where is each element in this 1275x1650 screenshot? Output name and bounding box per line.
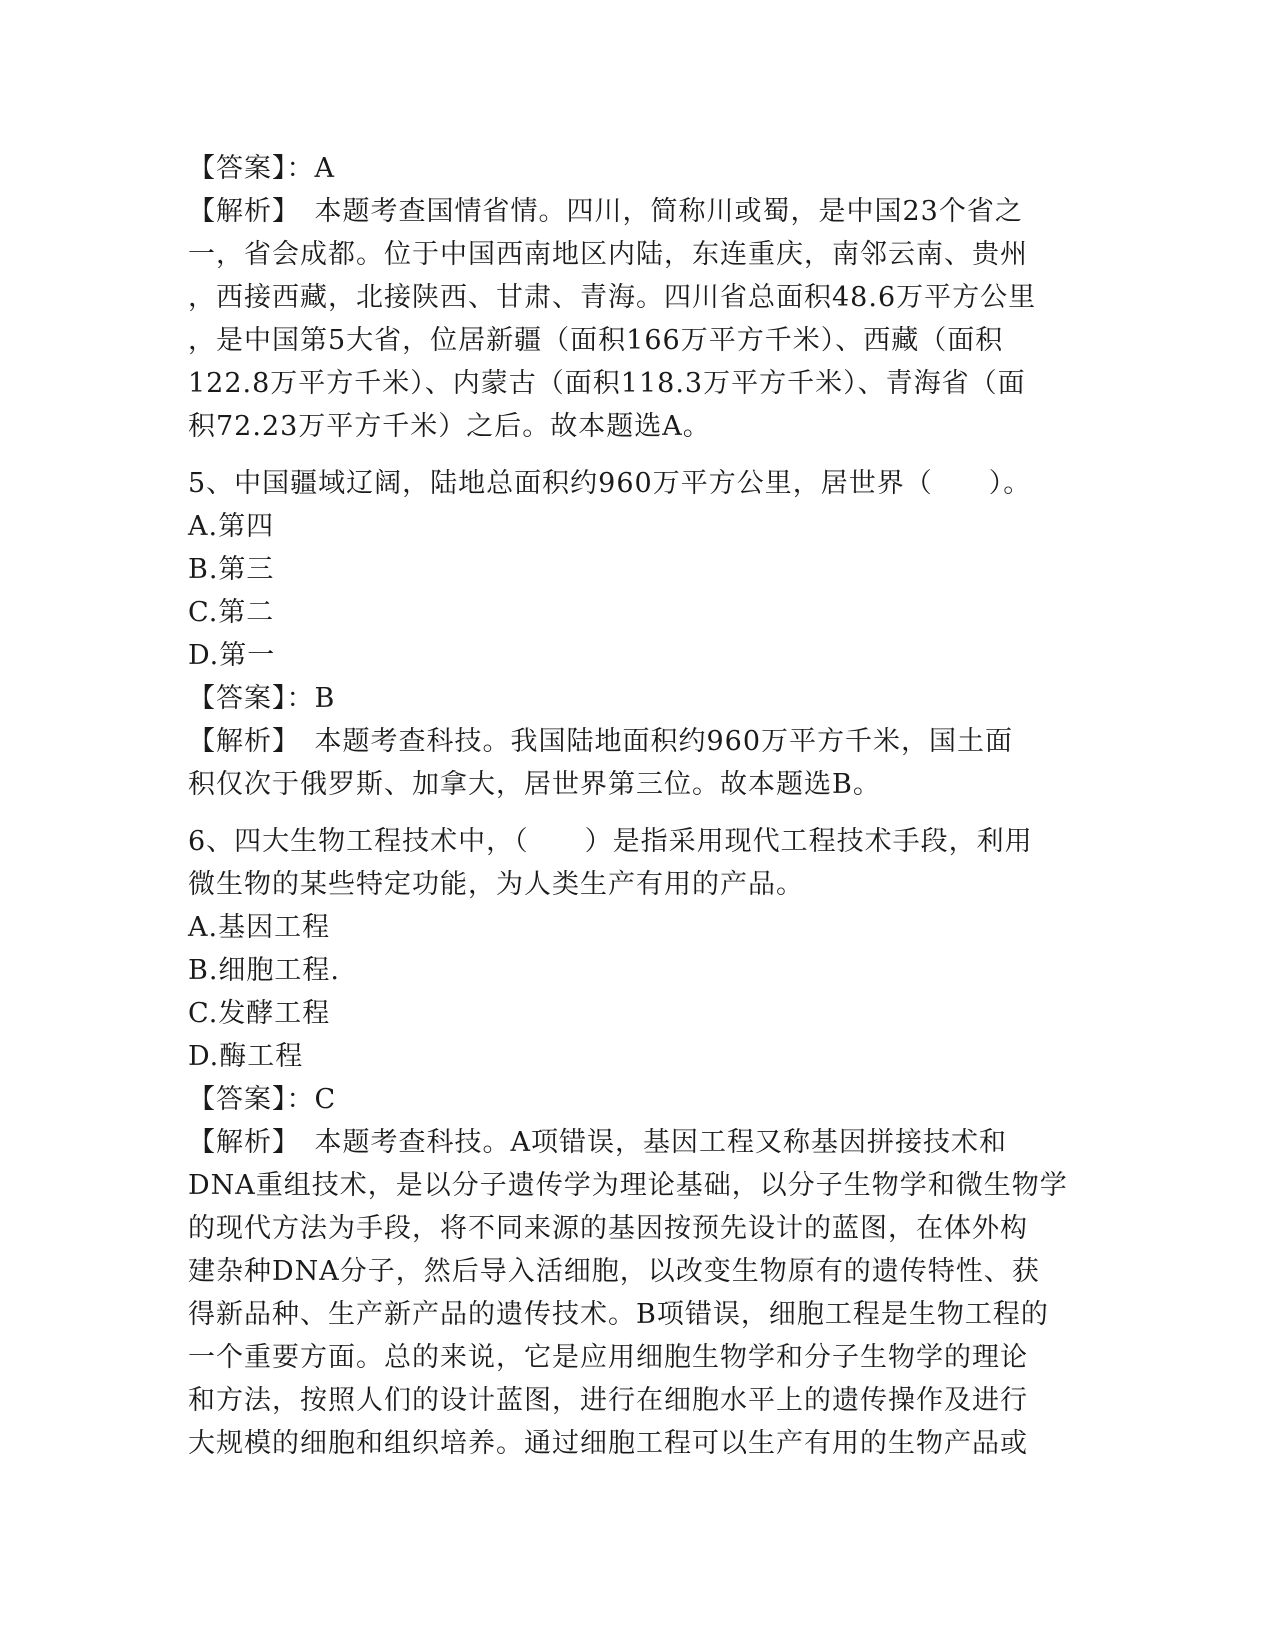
option-b: B.第三 xyxy=(188,554,275,585)
analysis-line: 积仅次于俄罗斯、加拿大，居世界第三位。故本题选B。 xyxy=(188,769,881,800)
analysis-line: ，西接西藏，北接陕西、甘肃、青海。四川省总面积48.6万平方公里 xyxy=(188,282,1037,313)
question-stem: 5、中国疆域辽阔，陆地总面积约960万平方公里，居世界（ ）。 xyxy=(188,468,1032,499)
q4-answer: 【答案】：A xyxy=(188,153,335,184)
option-c: C.第二 xyxy=(188,597,275,628)
q4-analysis xyxy=(188,190,1088,448)
analysis-line: 一，省会成都。位于中国西南地区内陆，东连重庆，南邻云南、贵州 xyxy=(188,239,1028,270)
analysis-line: 【解析】 本题考查科技。A项错误，基因工程又称基因拼接技术和 xyxy=(188,1127,1007,1158)
analysis-line: 积72.23万平方千米）之后。故本题选A。 xyxy=(188,411,711,442)
analysis-line: 【解析】 本题考查国情省情。四川，简称川或蜀，是中国23个省之 xyxy=(188,196,1023,227)
document-page xyxy=(188,147,1088,1465)
q6-answer: 【答案】：C xyxy=(188,1084,337,1115)
analysis-line: 和方法，按照人们的设计蓝图，进行在细胞水平上的遗传操作及进行 xyxy=(188,1385,1028,1416)
option-a: A.基因工程 xyxy=(188,912,331,943)
option-b: B.细胞工程. xyxy=(188,955,341,986)
q5-answer: 【答案】：B xyxy=(188,683,336,714)
option-d: D.酶工程 xyxy=(188,1041,304,1072)
option-d: D.第一 xyxy=(188,640,276,671)
question-stem: 6、四大生物工程技术中，（ ）是指采用现代工程技术手段，利用 xyxy=(188,826,1033,857)
analysis-line: 得新品种、生产新产品的遗传技术。B项错误，细胞工程是生物工程的 xyxy=(188,1299,1049,1330)
question-5 xyxy=(188,462,1088,806)
question-6 xyxy=(188,820,1088,1465)
analysis-line: 建杂种DNA分子，然后导入活细胞，以改变生物原有的遗传特性、获 xyxy=(188,1256,1040,1287)
question-stem: 微生物的某些特定功能，为人类生产有用的产品。 xyxy=(188,869,804,900)
analysis-line: 122.8万平方千米）、内蒙古（面积118.3万平方千米）、青海省（面 xyxy=(188,368,1026,399)
analysis-line: ，是中国第5大省，位居新疆（面积166万平方千米）、西藏（面积 xyxy=(188,325,1004,356)
analysis-line: 一个重要方面。总的来说，它是应用细胞生物学和分子生物学的理论 xyxy=(188,1342,1028,1373)
analysis-line: 的现代方法为手段，将不同来源的基因按预先设计的蓝图，在体外构 xyxy=(188,1213,1028,1244)
option-c: C.发酵工程 xyxy=(188,998,331,1029)
analysis-line: 【解析】 本题考查科技。我国陆地面积约960万平方千米，国土面 xyxy=(188,726,1014,757)
analysis-line: 大规模的细胞和组织培养。通过细胞工程可以生产有用的生物产品或 xyxy=(188,1428,1028,1459)
option-a: A.第四 xyxy=(188,511,275,542)
analysis-line: DNA重组技术，是以分子遗传学为理论基础，以分子生物学和微生物学 xyxy=(188,1170,1068,1201)
